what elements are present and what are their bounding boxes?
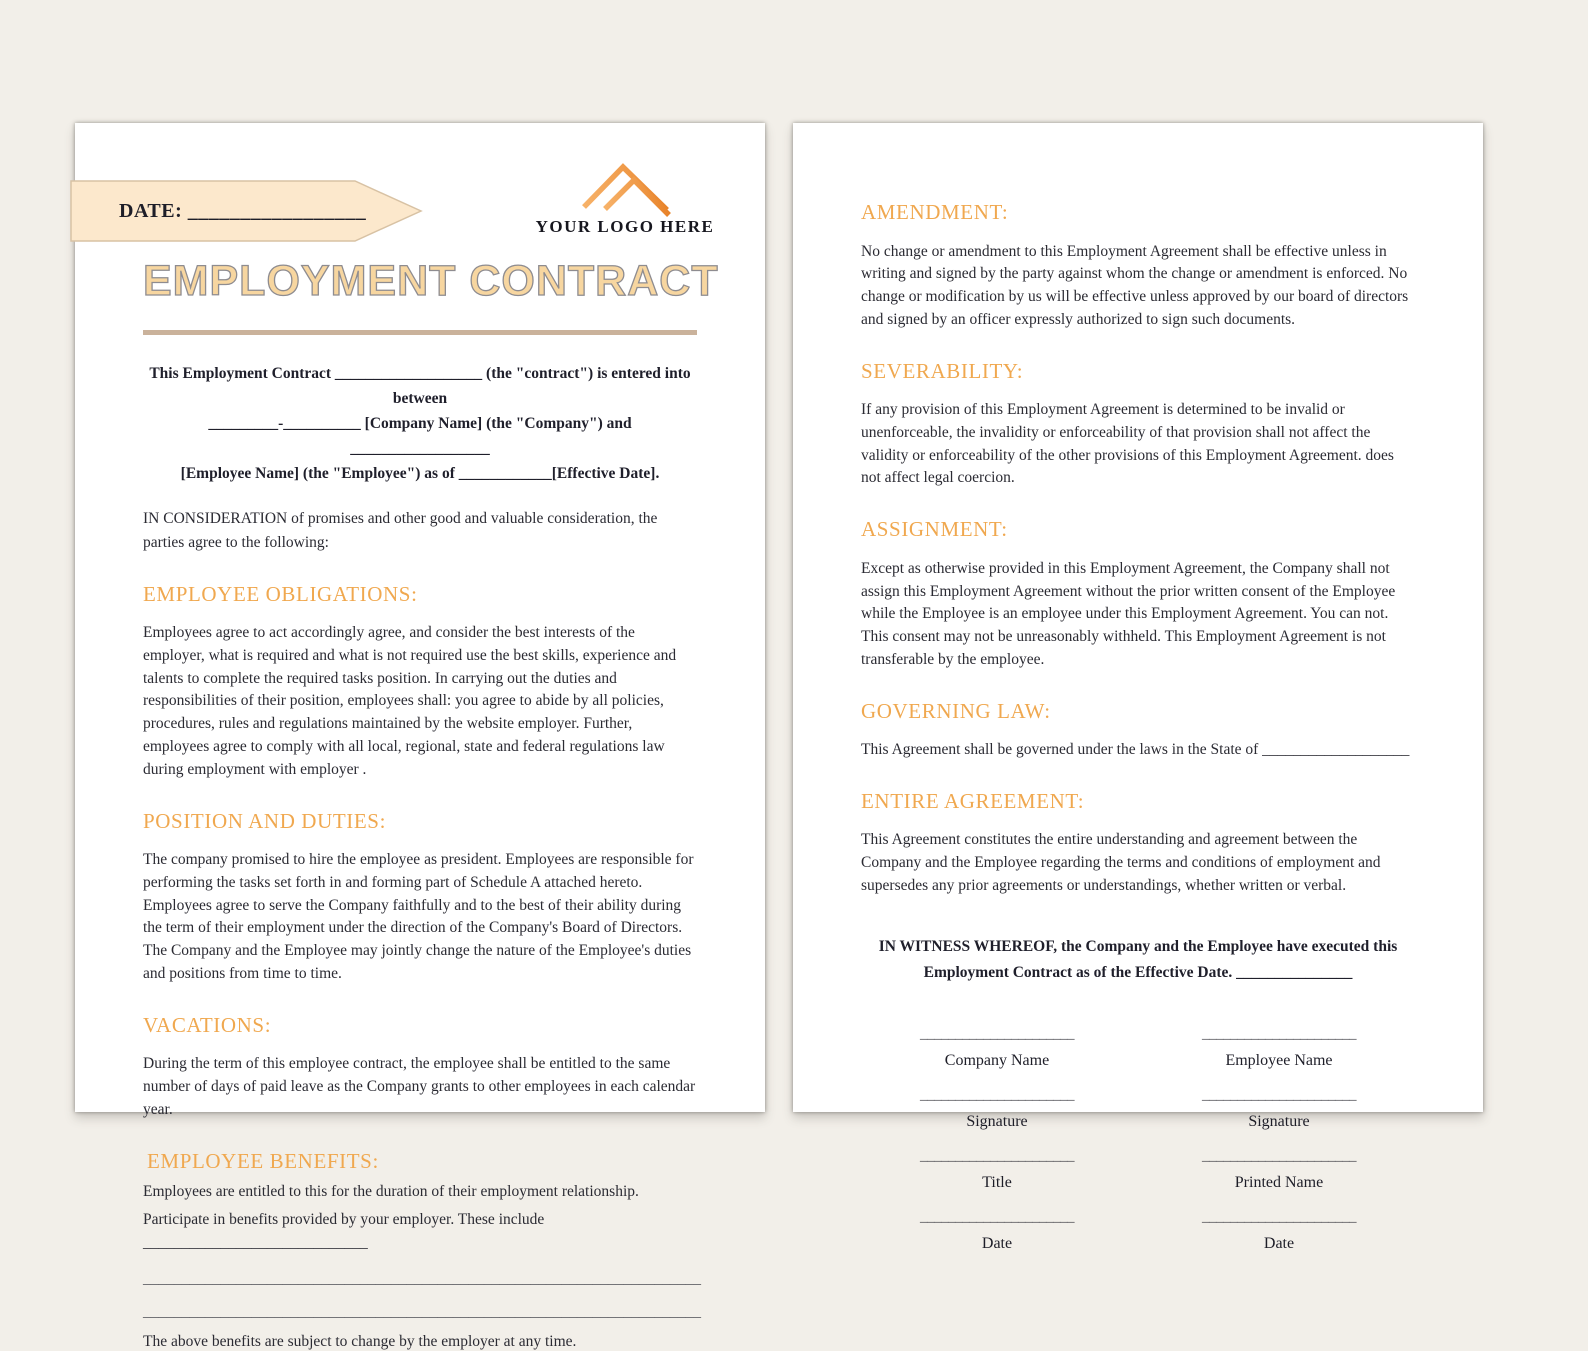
section-body: This Agreement shall be governed under the laws in the State of ___________________	[861, 741, 1410, 759]
section-body: Employees agree to act accordingly agree, and consider the best interests of the employer, what is required and what is not required use the best skills, experience and talents to complete the required tasks position. In carrying out the duties and responsibilities of their position, employees shall: you agree to abide by all policies, procedures, rules and regulations maintained by the website employer. Further, employees agree to comply with all local, regional, state and federal regulations law during employment with employer .	[143, 624, 677, 778]
section-heading: EMPLOYEE OBLIGATIONS:	[143, 581, 418, 606]
section-heading: GOVERNING LAW:	[861, 698, 1051, 723]
signature-blank-line: ______________________	[920, 1026, 1074, 1043]
section-body: Except as otherwise provided in this Employment Agreement, the Company shall not assign this Employment Agreement without the prior written consent of the Employee while the Employee is an employee under this Employment Agreement. You can not. This consent may not be unreasonably withheld. This Employment Agreement is not transferable by the employee.	[861, 559, 1396, 668]
signature-blank-line: ______________________	[920, 1148, 1074, 1165]
section-heading: EMPLOYEE BENEFITS:	[147, 1148, 379, 1173]
section-heading: AMENDMENT:	[861, 200, 1009, 224]
section-heading: ENTIRE AGREEMENT:	[861, 788, 1085, 813]
date-banner	[71, 180, 423, 242]
signature-blank-line: ______________________	[1202, 1209, 1356, 1226]
signature-grid	[861, 1026, 1415, 1270]
section-body: If any provision of this Employment Agreement is determined to be invalid or unenforceable, the invalidity or enforceability of that provision shall not affect the validity or enforceability of the other provisions of this Employment Agreement. does not affect legal coercion.	[861, 401, 1394, 487]
title-divider	[143, 330, 697, 335]
signature-blank-line: ______________________	[920, 1087, 1074, 1104]
contract-intro	[143, 361, 697, 487]
date-field	[119, 180, 366, 242]
date-blank-line: _________________	[187, 199, 367, 222]
section-employee-obligations	[143, 582, 697, 782]
benefits-footer-note: The above benefits are subject to change by the employer at any time.	[143, 1332, 577, 1350]
section-heading: ASSIGNMENT:	[861, 517, 1008, 542]
signature-blank-line: ______________________	[1202, 1087, 1356, 1104]
benefits-include-line: Participate in benefits provided by your employer. These include _____________________________	[143, 1211, 545, 1252]
logo-block	[535, 161, 715, 237]
contract-page-2	[793, 123, 1483, 1253]
section-entire-agreement	[861, 789, 1415, 898]
company-date-label: Date	[981, 1235, 1013, 1253]
section-employee-benefits	[143, 1148, 701, 1351]
contract-page-1	[75, 123, 765, 1350]
date-label: DATE:	[119, 199, 183, 222]
employee-printed-name-label: Printed Name	[1234, 1174, 1324, 1192]
company-name-label: Company Name	[944, 1052, 1050, 1070]
section-body: This Agreement constitutes the entire understanding and agreement between the Company and the Employee regarding the terms and conditions of employment and supersedes any prior agreements or understandings, whether written or verbal.	[861, 831, 1381, 894]
section-severability	[861, 359, 1415, 491]
signature-blank-line: ______________________	[1202, 1148, 1356, 1165]
company-signature-column	[881, 1026, 1113, 1270]
employee-date-label: Date	[1263, 1235, 1295, 1253]
section-amendment	[861, 200, 1415, 332]
section-assignment	[861, 517, 1415, 671]
witness-clause: IN WITNESS WHEREOF, the Company and the Employee have executed this Employment Contract as of the Effective Date. _______________	[878, 937, 1398, 982]
section-body: No change or amendment to this Employment Agreement shall be effective unless in writing and signed by the party against whom the change or amendment is enforced. No change or modification by us will be effective unless approved by our board of directors and signed by an officer expressly authorized to sign such documents.	[861, 242, 1409, 328]
employee-signature-column	[1163, 1026, 1395, 1270]
signature-blank-line: ______________________	[920, 1209, 1074, 1226]
intro-line-3: [Employee Name] (the "Employee") as of ____________[Effective Date].	[180, 465, 660, 483]
intro-line-2: _________-__________ [Company Name] (the "Company") and __________________	[208, 415, 632, 458]
section-vacations	[143, 1013, 697, 1122]
page-title: EMPLOYMENT CONTRACT	[143, 257, 719, 305]
section-heading: SEVERABILITY:	[861, 358, 1024, 383]
section-body: The company promised to hire the employee as president. Employees are responsible for performing the tasks set forth in and forming part of Schedule A attached hereto. Employees agree to serve the Company faithfully and to the best of their ability during the term of their employment under the direction of the Company's Board of Directors. The Company and the Employee may jointly change the nature of the Employee's duties and positions from time to time.	[143, 851, 694, 982]
benefits-blank-line-1: ________________________________________________________________________	[143, 1269, 701, 1287]
employee-signature-label: Signature	[1248, 1113, 1310, 1131]
section-body: During the term of this employee contract, the employee shall be entitled to the same number of days of paid leave as the Company grants to other employees in each calendar year.	[143, 1055, 696, 1118]
signature-blank-line: ______________________	[1202, 1026, 1356, 1043]
section-heading: POSITION AND DUTIES:	[143, 808, 386, 833]
section-body: Employees are entitled to this for the duration of their employment relationship.	[143, 1182, 639, 1200]
page-1-content	[75, 257, 765, 1351]
employee-name-label: Employee Name	[1225, 1052, 1333, 1070]
mountain-logo-icon	[579, 161, 671, 213]
company-title-label: Title	[982, 1174, 1012, 1192]
benefits-blank-line-2: ________________________________________________________________________	[143, 1302, 701, 1320]
logo-placeholder-text: YOUR LOGO HERE	[535, 217, 715, 236]
page-2-content	[793, 200, 1483, 1270]
consideration-paragraph: IN CONSIDERATION of promises and other good and valuable consideration, the parties agree to the following:	[143, 509, 658, 551]
section-governing-law	[861, 699, 1415, 762]
section-heading: VACATIONS:	[143, 1012, 272, 1037]
intro-line-1: This Employment Contract ___________________ (the "contract") is entered into between	[149, 365, 691, 408]
company-signature-label: Signature	[966, 1113, 1028, 1131]
section-position-and-duties	[143, 809, 697, 986]
